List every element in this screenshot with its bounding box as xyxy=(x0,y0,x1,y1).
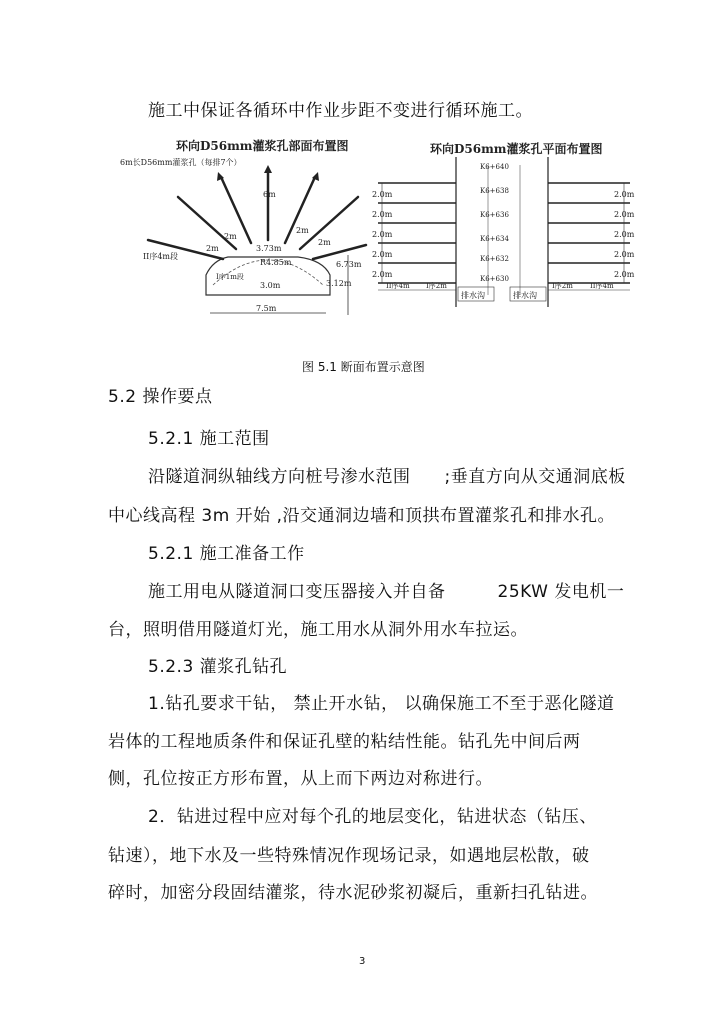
station-5: K6+630 xyxy=(480,275,509,283)
dim-3-12: 3.12m xyxy=(326,279,352,288)
dim-2m-a: 2m xyxy=(224,232,237,241)
para2-line1 xyxy=(148,581,624,603)
para2-part-b: 25KW 发电机一 xyxy=(497,582,625,602)
para3-line3: 侧，孔位按正方形布置，从上而下两边对称进行。 xyxy=(108,769,493,789)
figure-caption: 图 5.1 断面布置示意图 xyxy=(302,360,425,374)
para1-part-b: ;垂直方向从交通洞底板 xyxy=(444,467,626,487)
drain-right: 排水沟 xyxy=(513,291,537,300)
spacing-l4: 2.0m xyxy=(372,250,393,259)
spacing-r5: 2.0m xyxy=(614,270,635,279)
seg-left-a: II序4m xyxy=(386,282,410,290)
para4-line3: 碎时，加密分段固结灌浆，待水泥砂浆初凝后，重新扫孔钻进。 xyxy=(108,883,598,903)
para1-part-a: 沿隧道洞纵轴线方向桩号渗水范围 xyxy=(148,467,411,487)
station-2: K6+636 xyxy=(480,211,509,219)
para2-part-a: 施工用电从隧道洞口变压器接入并自备 xyxy=(148,582,446,602)
para2-line2: 台，照明借用隧道灯光，施工用水从洞外用水车拉运。 xyxy=(108,620,528,640)
seg-right-b: II序4m xyxy=(590,282,614,290)
spacing-r1: 2.0m xyxy=(614,190,635,199)
spacing-l1: 2.0m xyxy=(372,190,393,199)
spacing-l5: 2.0m xyxy=(372,270,393,279)
para1-line1 xyxy=(148,466,626,488)
station-3: K6+634 xyxy=(480,235,509,243)
station-1: K6+638 xyxy=(480,187,509,195)
dim-2m-c: 2m xyxy=(206,244,219,253)
subheading-scope: 5.2.1 施工范围 xyxy=(148,429,270,449)
para3-line2: 岩体的工程地质条件和保证孔壁的粘结性能。钻孔先中间后两 xyxy=(108,732,581,752)
dim-6m: 6m xyxy=(263,190,276,199)
spacing-r4: 2.0m xyxy=(614,250,635,259)
drain-left: 排水沟 xyxy=(461,291,485,300)
para4-line1: 2．钻进过程中应对每个孔的地层变化，钻进状态（钻压、 xyxy=(148,807,597,827)
dim-3-0: 3.0m xyxy=(260,281,281,290)
station-4: K6+632 xyxy=(480,255,509,263)
hole-label: 6m长D56mm灌浆孔（每排7个） xyxy=(120,158,242,167)
intro-line: 施工中保证各循环中作业步距不变进行循环施工。 xyxy=(148,101,533,121)
subheading-prep: 5.2.1 施工准备工作 xyxy=(148,544,305,564)
subheading-drilling: 5.2.3 灌浆孔钻孔 xyxy=(148,657,288,677)
seg-left-b: I序2m xyxy=(426,282,447,290)
cross-section-figure xyxy=(118,135,368,325)
dim-2m-b: 2m xyxy=(296,226,309,235)
dim-2m-d: 2m xyxy=(318,238,331,247)
spacing-l2: 2.0m xyxy=(372,210,393,219)
station-0: K6+640 xyxy=(480,163,509,171)
spacing-r3: 2.0m xyxy=(614,230,635,239)
sequence-inner: I序1m段 xyxy=(216,273,244,281)
dim-6-73: 6.73m xyxy=(336,260,362,269)
spacing-r2: 2.0m xyxy=(614,210,635,219)
seg-right-a: I序2m xyxy=(552,282,573,290)
para1-line2: 中心线高程 3m 开始 ,沿交通洞边墙和顶拱布置灌浆孔和排水孔。 xyxy=(108,506,615,526)
right-figure-title: 环向D56mm灌浆孔平面布置图 xyxy=(430,142,603,156)
page-number: 3 xyxy=(359,956,366,967)
dim-r: R4.85m xyxy=(260,258,292,267)
dim-7-5: 7.5m xyxy=(256,304,277,313)
spacing-l3: 2.0m xyxy=(372,230,393,239)
section-heading: 5.2 操作要点 xyxy=(108,387,213,407)
para4-line2: 钻速），地下水及一些特殊情况作现场记录，如遇地层松散，破 xyxy=(108,846,590,866)
para3-line1: 1.钻孔要求干钻， 禁止开水钻， 以确保施工不至于恶化隧道 xyxy=(148,694,615,714)
dim-3-73: 3.73m xyxy=(256,244,282,253)
plan-figure xyxy=(368,135,638,325)
sequence-label: II序4m段 xyxy=(143,252,178,261)
left-figure-title: 环向D56mm灌浆孔部面布置图 xyxy=(176,139,349,153)
